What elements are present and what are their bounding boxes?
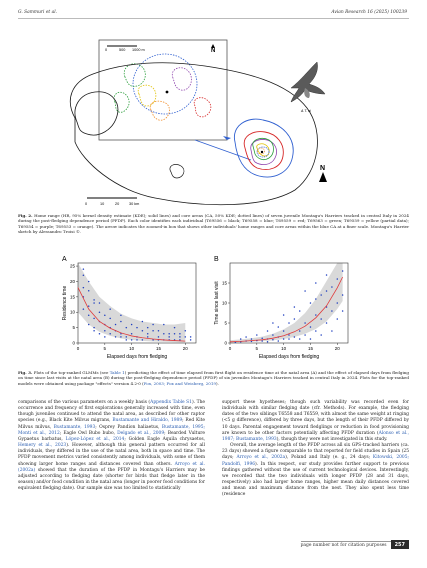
ref-link[interactable]: Hemery et al., 2023 xyxy=(18,443,67,449)
running-header-authors: G. Sammuri et al. xyxy=(18,10,57,15)
panel-b-point xyxy=(310,326,312,328)
panel-b-point xyxy=(261,340,263,342)
panel-a-point xyxy=(152,324,154,326)
text-run: ), Poland and Italy (e. g., 24 days; xyxy=(285,455,373,461)
panel-a-y-axis-label: Residence time xyxy=(62,285,68,321)
harrier-sketch xyxy=(291,62,325,113)
panel-b-point xyxy=(304,290,306,292)
panel-a xyxy=(62,256,196,360)
main-scale-label-0: 0 xyxy=(85,202,88,206)
north-label: N xyxy=(320,165,326,172)
panel-b-y-axis-label: Time since last visit xyxy=(214,281,220,325)
panel-b-point xyxy=(310,338,312,340)
panel-b-point xyxy=(272,322,274,324)
panel-b-point xyxy=(320,334,322,336)
right-paragraph-2 xyxy=(222,443,409,498)
panel-a-x-tick-label: 10 xyxy=(129,346,135,351)
panel-a-point xyxy=(93,299,95,301)
panel-a-point xyxy=(163,333,165,335)
panel-b-point xyxy=(337,278,339,280)
inset-scale-label-0: 0 xyxy=(105,48,108,52)
panel-b-x-tick-label: 5 xyxy=(255,346,259,351)
main-scale-label-3: 30 km xyxy=(129,202,140,206)
text-run: ; Eagle Owl Bubo bubo, xyxy=(59,430,118,436)
panel-b-point xyxy=(267,330,269,332)
figure-2-caption-text: Home range (HR, 95% kernel density estimate (KDE); solid lines) and core areas (CA, 50% KDE; dotted lines) of seven juvenile Montagu's Harriers tracked in central Italy in 2024 during the post-fledging dependence period (PFDP). Each color identifies each individual (T69556 = black; T69558 = blue; T69559 = red; T69563 = green; T69559 = yellow (partial data); T69554 = purple; T69553 = orange). The arrow indicates the zoomed-in box that shows other individuals' home ranges and core areas within the blue CA at a finer scale. Montagu's Harrier sketch by Alessandro Troisi ©. xyxy=(18,213,409,235)
panel-b-point xyxy=(326,290,328,292)
panel-a-point xyxy=(104,315,106,317)
panel-b-point xyxy=(315,298,317,300)
panel-b-point xyxy=(342,310,344,312)
panel-b-x-tick-label: 0 xyxy=(228,346,232,351)
figure-2-caption-label: Fig. 2. xyxy=(18,213,33,218)
panel-a-point xyxy=(185,336,187,338)
figure-2-caption xyxy=(18,213,409,235)
panel-b-point xyxy=(331,330,333,332)
panel-a-point xyxy=(126,336,128,338)
main-scale-label-1: 10 xyxy=(100,202,105,206)
ref-link[interactable]: Bustamante, 1993 xyxy=(53,424,96,430)
panel-a-point xyxy=(131,333,133,335)
panel-b-point xyxy=(278,340,280,342)
panel-b-point xyxy=(337,318,339,320)
zoom-arrow xyxy=(195,140,251,160)
panel-a-point xyxy=(83,308,85,310)
page-footer xyxy=(301,540,409,549)
panel-b-point xyxy=(342,294,344,296)
panel-b-point xyxy=(315,314,317,316)
panel-a-point xyxy=(136,339,138,341)
panel-b-point xyxy=(304,334,306,336)
inset-north-label: N xyxy=(211,48,216,54)
panel-b-point xyxy=(240,338,242,340)
panel-a-x-tick-label: 15 xyxy=(155,346,161,351)
text-run: ). In this respect, our study provides further support to previous findings gathered without the use of current technological devices. Interestingly, we recorded that the two individuals with longer PFDP (28 and 31 days, respectively) also had larger home ranges, higher mean daily distances covered and mean and maximum distance from the nest. They also spent less time (residence xyxy=(222,461,409,498)
panel-b-x-tick-label: 10 xyxy=(281,346,287,351)
panel-a-point xyxy=(115,336,117,338)
panel-a-point xyxy=(185,330,187,332)
home-range-blue xyxy=(234,119,293,177)
panel-a-point xyxy=(109,333,111,335)
panel-a-point xyxy=(120,336,122,338)
panel-b-ci-band xyxy=(230,263,343,343)
home-range-red xyxy=(244,132,283,170)
panel-a-y-tick-label: 25 xyxy=(69,263,75,269)
panel-b-point xyxy=(288,322,290,324)
panel-b-point xyxy=(272,339,274,341)
panel-b-point xyxy=(315,282,317,284)
panel-a-point xyxy=(179,333,181,335)
panel-a-point xyxy=(126,327,128,329)
panel-b-point xyxy=(294,306,296,308)
panel-a-point xyxy=(93,302,95,304)
panel-b-y-tick-label: 0 xyxy=(224,340,227,346)
header-rule xyxy=(18,18,409,19)
inset-map-box xyxy=(99,40,227,140)
figure-3-caption-post: ). xyxy=(216,380,219,386)
sketch-credit: A.T. ni xyxy=(301,109,311,113)
panel-a-label: A xyxy=(62,256,67,263)
panel-b-point xyxy=(261,337,263,339)
panel-a-point xyxy=(142,330,144,332)
panel-b-point xyxy=(288,334,290,336)
panel-a-y-tick-label: 10 xyxy=(69,309,75,315)
right-paragraph-1 xyxy=(222,400,409,443)
panel-a-point xyxy=(131,339,133,341)
panel-a-point xyxy=(83,287,85,289)
panel-b-point xyxy=(294,336,296,338)
panel-a-y-tick-label: 5 xyxy=(72,325,75,331)
panel-a-y-tick-label: 15 xyxy=(69,294,75,300)
body-column-left xyxy=(18,400,205,492)
panel-a-point xyxy=(93,327,95,329)
panel-b-point xyxy=(245,336,247,338)
panel-a-point xyxy=(126,339,128,341)
inset-scale-label-1: 500 xyxy=(119,48,126,52)
text-run: ; Bearded Vulture Gypaetus barbatus, xyxy=(18,430,205,442)
panel-a-point xyxy=(109,308,111,310)
panel-a-point xyxy=(120,321,122,323)
running-header-journal: Avian Research 16 (2025) 100239 xyxy=(331,10,407,15)
panel-a-point xyxy=(88,324,90,326)
panel-b-point xyxy=(320,294,322,296)
panel-b-x-tick-label: 20 xyxy=(334,346,340,351)
panel-b-point xyxy=(326,322,328,324)
figure-3-plots xyxy=(56,253,364,367)
inset-scale-label-2: 1000 m xyxy=(132,48,145,52)
panel-a-y-tick-label: 20 xyxy=(69,278,75,284)
text-run: support these hypotheses; though such variability was recorded even for individuals with similar fledging date (cfr. Methods). For example, the fledging dates of the two siblings T6558 and T6559, with almost the same weight at ringing (<5 g difference), differed by three days, but the length of their PFDP differed by 10 days. Parental engagement toward fledglings or reduction in food provisioning are known to be other factors potentially affecting PFDP duration ( xyxy=(222,400,409,436)
ref-link[interactable]: Arroyo et al. (2002a) xyxy=(18,461,205,473)
panel-a-point xyxy=(168,336,170,338)
ref-link[interactable]: Bustamante and Hiraldo, 1989 xyxy=(112,418,183,424)
ref-link[interactable]: Arroyo et al., 2002a xyxy=(236,455,286,461)
panel-a-point xyxy=(190,339,192,341)
inset-nest-marker xyxy=(166,91,169,94)
panel-a-x-axis-label: Elapsed days from fledging xyxy=(106,354,168,360)
panel-a-x-tick-label: 0 xyxy=(76,346,80,351)
panel-a-point xyxy=(83,268,85,270)
figure-3-caption-link-1[interactable]: Table 1 xyxy=(109,370,125,375)
panel-b-point xyxy=(256,334,258,336)
panel-b-point xyxy=(278,326,280,328)
panel-b-point xyxy=(272,334,274,336)
panel-b-point xyxy=(251,338,253,340)
panel-a-point xyxy=(136,327,138,329)
panel-a-point xyxy=(190,336,192,338)
panel-b-point xyxy=(342,270,344,272)
panel-a-point xyxy=(158,330,160,332)
panel-b-point xyxy=(294,318,296,320)
text-run: Overall, the average length of the PFDP across all six GPS-tracked harriers (ca. 23 days) showed a figure comparable to that reported for field studies in Spain (25 days; xyxy=(222,443,409,461)
panel-b-point xyxy=(315,330,317,332)
ref-link[interactable]: Delgado et al., 2009 xyxy=(117,430,165,436)
ref-link[interactable]: Bustamante, 1995; Monti et al., 2012 xyxy=(18,424,205,436)
panel-a-point xyxy=(158,336,160,338)
panel-b-y-tick-label: 10 xyxy=(221,300,227,306)
ref-link[interactable]: Appendix Table S1 xyxy=(150,400,192,405)
home-range-yellow xyxy=(257,144,269,156)
panel-a-point xyxy=(147,333,149,335)
panel-a-point xyxy=(147,336,149,338)
panel-a-point xyxy=(88,305,90,307)
panel-b-x-axis-label: Elapsed days from fledging xyxy=(258,354,320,360)
ref-link[interactable]: López-López et al., 2014 xyxy=(65,436,125,442)
figure-3-caption-label: Fig. 3. xyxy=(18,370,33,375)
panel-b-label: B xyxy=(214,256,219,263)
panel-a-point xyxy=(99,302,101,304)
panel-b-point xyxy=(331,286,333,288)
panel-a-point xyxy=(179,336,181,338)
figure-3-caption-pre: Plots of the top-ranked GLMMs (see xyxy=(33,370,110,375)
panel-a-point xyxy=(93,318,95,320)
panel-a-y-tick-label: 0 xyxy=(72,340,75,346)
panel-a-point xyxy=(99,333,101,335)
body-column-right xyxy=(222,400,409,499)
text-run: ). The occurrence and frequency of first explorations generally increased with time, even though juveniles continued to attend the natal area, as described for other raptor species (e.g., Black Kite Milvus migrans, xyxy=(18,400,205,424)
panel-a-point xyxy=(115,324,117,326)
text-run: ; Osprey Pandion haliaetus, xyxy=(95,424,162,430)
text-run: ), though they were not investigated in this study. xyxy=(276,436,388,442)
panel-a-point xyxy=(104,336,106,338)
panel-a-point xyxy=(104,330,106,332)
panel-a-point xyxy=(131,324,133,326)
text-run: showed that the duration of the PFDP in Montagu's Harriers may be adjusted according to fledging date (shorter for birds that fledge later in the season) and/or food condition in the natal area (longer in poorer food conditions for equivalent fledging date). Our sample size was too limited to statistically xyxy=(18,467,205,492)
text-run: ). However, although this general pattern occurred for all individuals, they differed in the use of the natal area, both in space and time. The PFDP movement metrics varied consistently among individuals, with some of them showing larger home ranges and distances covered than others. xyxy=(18,443,205,467)
panel-a-point xyxy=(152,330,154,332)
panel-a-point xyxy=(109,318,111,320)
panel-b xyxy=(214,256,348,360)
panel-a-point xyxy=(142,339,144,341)
panel-a-point xyxy=(93,330,95,332)
panel-a-point xyxy=(147,327,149,329)
panel-a-point xyxy=(174,333,176,335)
figure-3-caption-mid: ) predicting the effect of time elapsed from first flight on residence time at the natal area (A) and the effect of elapsed days from fledging on time since last visits at the natal area (B) during the post-fledging dependence period (PFDP) of six juveniles Montagu's Harriers tracked in central Italy in 2024. Plots for the top-ranked models were obtained using package "effects" version 4.2-0 ( xyxy=(18,370,409,386)
panel-b-point xyxy=(283,338,285,340)
panel-b-point xyxy=(288,338,290,340)
north-arrow-icon xyxy=(319,172,327,182)
panel-a-point xyxy=(120,315,122,317)
panel-b-point xyxy=(283,314,285,316)
nest-marker xyxy=(261,151,263,153)
panel-a-point xyxy=(163,324,165,326)
text-run: comparisons of the various parameters on a weekly basis ( xyxy=(18,400,151,405)
page-number: 257 xyxy=(391,540,409,549)
panel-b-point xyxy=(267,341,269,343)
main-scale-label-2: 20 xyxy=(115,202,120,206)
panel-b-y-tick-label: 15 xyxy=(221,280,227,286)
panel-b-point xyxy=(331,310,333,312)
home-range-black-small-lobe xyxy=(170,164,184,178)
text-run: ; Golden Eagle Aquila chrysaetos, xyxy=(124,436,205,442)
panel-a-x-tick-label: 20 xyxy=(182,346,188,351)
panel-b-point xyxy=(283,330,285,332)
panel-b-point xyxy=(299,330,301,332)
panel-b-x-tick-label: 15 xyxy=(307,346,313,351)
panel-b-point xyxy=(299,338,301,340)
figure-3-caption xyxy=(18,370,409,386)
panel-a-point xyxy=(168,333,170,335)
figure-2-map xyxy=(55,22,360,210)
text-run: ; Red Kite Milvus milvus, xyxy=(18,418,205,430)
figure-3-caption-link-2[interactable]: Fox, 2003; Fox and Weisberg, 2019 xyxy=(143,380,216,386)
panel-a-point xyxy=(174,327,176,329)
panel-a-point xyxy=(99,311,101,313)
footer-note: page number not for citation purposes xyxy=(301,541,391,548)
panel-b-y-tick-label: 5 xyxy=(224,320,227,326)
ref-link[interactable]: Kitowski, 2005; Pandolfi, 1996 xyxy=(222,455,409,467)
panel-a-point xyxy=(88,281,90,283)
panel-a-point xyxy=(88,315,90,317)
panel-b-point xyxy=(304,322,306,324)
left-paragraph-1 xyxy=(18,400,205,492)
panel-b-point xyxy=(310,302,312,304)
panel-a-point xyxy=(142,321,144,323)
home-range-green xyxy=(253,138,274,159)
panel-b-point xyxy=(299,310,301,312)
panel-b-point xyxy=(326,274,328,276)
panel-a-point xyxy=(83,275,85,277)
ref-link[interactable]: Alonso et al., 1987; Bustamante, 1993 xyxy=(222,430,409,442)
panel-a-point xyxy=(88,290,90,292)
panel-b-point xyxy=(320,318,322,320)
panel-b-point xyxy=(337,302,339,304)
panel-a-x-tick-label: 5 xyxy=(103,346,107,351)
